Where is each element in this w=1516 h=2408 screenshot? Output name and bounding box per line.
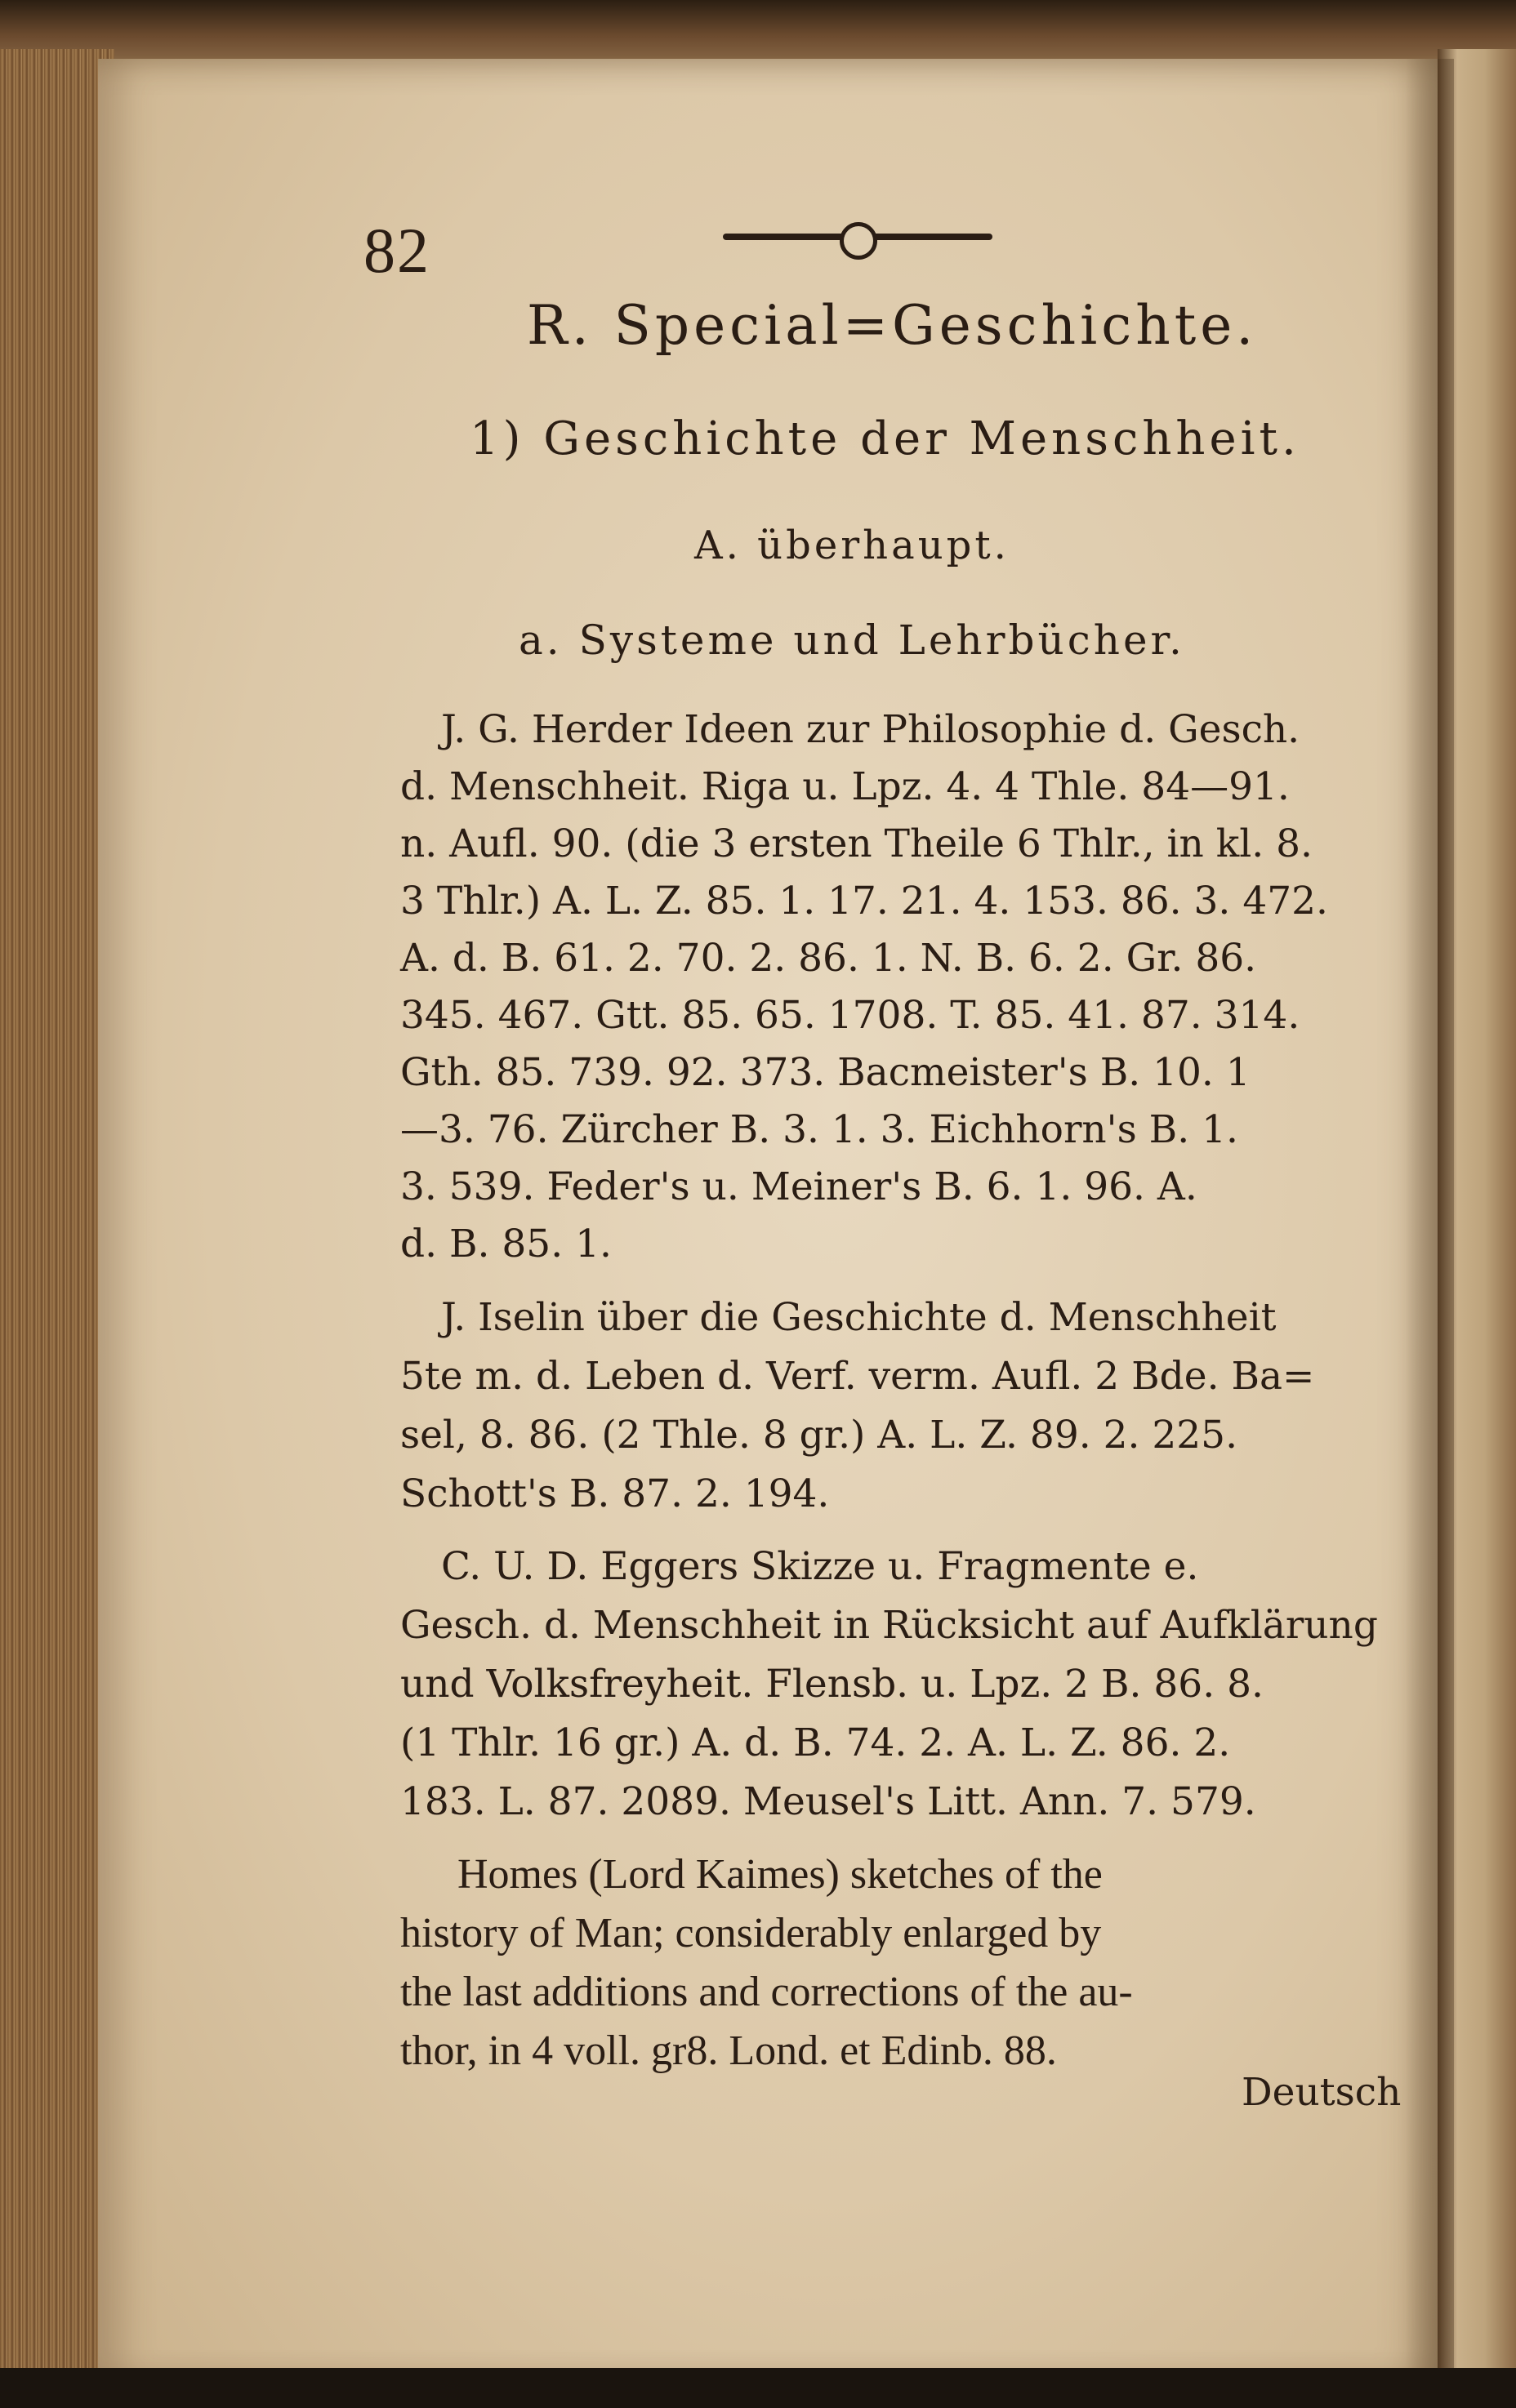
- entry-line: Homes (Lord Kaimes) sketches of the: [457, 1851, 1103, 1898]
- entry-line: 183. L. 87. 2089. Meusel's Litt. Ann. 7. 579.: [400, 1779, 1256, 1824]
- entry-line: C. U. D. Eggers Skizze u. Fragmente e.: [441, 1544, 1199, 1589]
- entry-line: history of Man; considerably enlarged by: [400, 1910, 1102, 1956]
- entry-line: J. Iselin über die Geschichte d. Menschheit: [441, 1295, 1277, 1340]
- entry-line: thor, in 4 voll. gr8. Lond. et Edinb. 88.: [400, 2027, 1057, 2074]
- entry-line: J. G. Herder Ideen zur Philosophie d. Gesch.: [441, 707, 1300, 752]
- entry-line: Schott's B. 87. 2. 194.: [400, 1471, 830, 1516]
- entry-line: —3. 76. Zürcher B. 3. 1. 3. Eichhorn's B. 1.: [400, 1107, 1238, 1152]
- part-heading: A. überhaupt.: [694, 523, 1010, 568]
- entry-line: 345. 467. Gtt. 85. 65. 1708. T. 85. 41. 87. 314.: [400, 993, 1300, 1038]
- catchword: Deutsch: [1242, 2070, 1402, 2115]
- entry-line: Gesch. d. Menschheit in Rücksicht auf Aufklärung: [400, 1603, 1378, 1648]
- entry-line: 5te m. d. Leben d. Verf. verm. Aufl. 2 Bde. Ba=: [400, 1354, 1315, 1399]
- entry-line: A. d. B. 61. 2. 70. 2. 86. 1. N. B. 6. 2. Gr. 86.: [400, 936, 1257, 981]
- rule-ornament-icon: [840, 222, 877, 260]
- entry-line: und Volksfreyheit. Flensb. u. Lpz. 2 B. 86. 8.: [400, 1662, 1264, 1707]
- entry-line: d. Menschheit. Riga u. Lpz. 4. 4 Thle. 84—91.: [400, 764, 1290, 809]
- entry-line: n. Aufl. 90. (die 3 ersten Theile 6 Thlr., in kl. 8.: [400, 821, 1313, 866]
- group-heading: a. Systeme und Lehrbücher.: [519, 616, 1185, 664]
- entry-line: sel, 8. 86. (2 Thle. 8 gr.) A. L. Z. 89. 2. 225.: [400, 1413, 1238, 1458]
- entry-line: the last additions and corrections of the au-: [400, 1969, 1133, 2015]
- entry-line: d. B. 85. 1.: [400, 1222, 612, 1266]
- page-number: 82: [363, 215, 430, 286]
- section-heading: R. Special=Geschichte.: [527, 294, 1258, 357]
- entry-line: (1 Thlr. 16 gr.) A. d. B. 74. 2. A. L. Z. 86. 2.: [400, 1720, 1231, 1765]
- entry-line: 3 Thlr.) A. L. Z. 85. 1. 17. 21. 4. 153. 86. 3. 472.: [400, 879, 1328, 924]
- subsection-heading: 1) Geschichte der Menschheit.: [470, 412, 1300, 465]
- entry-line: Gth. 85. 739. 92. 373. Bacmeister's B. 10. 1: [400, 1050, 1251, 1095]
- entry-line: 3. 539. Feder's u. Meiner's B. 6. 1. 96. A.: [400, 1164, 1197, 1209]
